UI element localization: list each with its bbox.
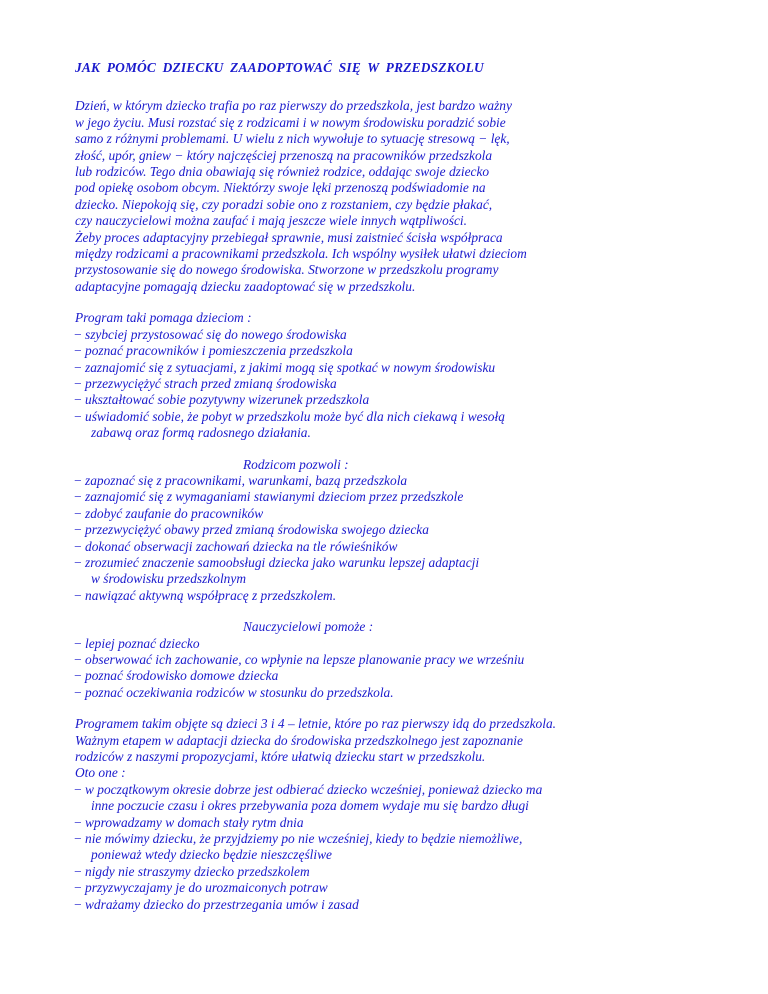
document-title: JAK POMÓC DZIECKU ZAADOPTOWAĆ SIĘ W PRZEDSZKOLU [75,60,484,75]
program-line: Ważnym etapem w adaptacji dziecka do środowiska przedszkolnego jest zapoznanie [75,732,523,748]
list-item: − poznać środowisko domowe dziecka [75,668,735,684]
program-line: Programem takim objęte są dzieci 3 i 4 – letnie, które po raz pierwszy idą do przedszkola. [75,716,557,732]
children-heading: Program taki pomaga dzieciom : [75,310,252,326]
list-item: − obserwować ich zachowanie, co wpłynie na lepsze planowanie pracy we wrześniu [75,652,735,668]
list-item: − zaznajomić się z sytuacjami, z jakimi mogą się spotkać w nowym środowisku [75,360,735,376]
list-item: − uświadomić sobie, że pobyt w przedszkolu może być dla nich ciekawą i wesołą zabawą oraz formą radosnego działania. [75,409,735,442]
intro-line: przystosowanie się do nowego środowiska. Stworzone w przedszkolu programy [75,262,499,278]
program-section [75,716,735,913]
list-item: − wdrażamy dziecko do przestrzegania umów i zasad [75,897,735,913]
teacher-section [75,619,735,701]
list-item: − poznać oczekiwania rodziców w stosunku do przedszkola. [75,685,735,701]
list-item: − zrozumieć znaczenie samoobsługi dziecka jako warunku lepszej adaptacji w środowisku przedszkolnym [75,555,735,588]
list-item: − przyzwyczajamy je do urozmaiconych potraw [75,880,735,896]
intro-line: w jego życiu. Musi rozstać się z rodzicami i w nowym środowisku poradzić sobie [75,114,506,130]
intro-paragraph [75,98,735,295]
children-section [75,310,735,441]
parents-list [75,473,735,604]
intro-line: pod opiekę osobom obcym. Niektórzy swoje lęki przenoszą podświadomie na [75,180,486,196]
list-item: − nigdy nie straszymy dziecko przedszkolem [75,864,735,880]
intro-line: Dzień, w którym dziecko trafia po raz pierwszy do przedszkola, jest bardzo ważny [75,98,512,114]
list-item: − nawiązać aktywną współpracę z przedszkolem. [75,588,735,604]
list-item: − nie mówimy dziecku, że przyjdziemy po nie wcześniej, kiedy to będzie niemożliwe, ponieważ wtedy dziecko będzie nieszczęśliwe [75,831,735,864]
list-item: − przezwyciężyć strach przed zmianą środowiska [75,376,735,392]
program-line: Oto one : [75,765,126,781]
teacher-heading: Nauczycielowi pomoże : [243,619,374,635]
list-item: − zdobyć zaufanie do pracowników [75,506,735,522]
list-item: − szybciej przystosować się do nowego środowiska [75,327,735,343]
parents-heading: Rodzicom pozwoli : [243,456,349,472]
list-item: − poznać pracowników i pomieszczenia przedszkola [75,343,735,359]
intro-line: złość, upór, gniew − który najczęściej przenoszą na pracowników przedszkola [75,147,493,163]
children-list [75,327,735,442]
list-item: − ukształtować sobie pozytywny wizerunek przedszkola [75,392,735,408]
parents-section [75,457,735,605]
list-item: − zapoznać się z pracownikami, warunkami, bazą przedszkola [75,473,735,489]
document-page [75,60,735,913]
intro-line: samo z różnymi problemami. U wielu z nich wywołuje to sytuację stresową − lęk, [75,131,510,147]
list-item: − przezwyciężyć obawy przed zmianą środowiska swojego dziecka [75,522,735,538]
list-item: − dokonać obserwacji zachowań dziecka na tle rówieśników [75,539,735,555]
intro-line: Żeby proces adaptacyjny przebiegał sprawnie, musi zaistnieć ścisła współpraca [75,229,503,245]
teacher-list [75,636,735,702]
list-item: − w początkowym okresie dobrze jest odbierać dziecko wcześniej, ponieważ dziecko ma inne poczucie czasu i okres przebywania poza domem wydaje mu się bardzo długi [75,782,735,815]
program-line: rodziców z naszymi propozycjami, które ułatwią dziecku start w przedszkolu. [75,749,486,765]
list-item: − wprowadzamy w domach stały rytm dnia [75,815,735,831]
list-item: − lepiej poznać dziecko [75,636,735,652]
list-item: − zaznajomić się z wymaganiami stawianymi dzieciom przez przedszkole [75,489,735,505]
tips-list [75,782,735,913]
intro-line: czy nauczycielowi można zaufać i mają jeszcze wiele innych wątpliwości. [75,213,467,229]
intro-line: adaptacyjne pomagają dziecku zaadoptować się w przedszkolu. [75,278,416,294]
intro-line: między rodzicami a pracownikami przedszkola. Ich wspólny wysiłek ułatwi dzieciom [75,246,527,262]
intro-line: lub rodziców. Tego dnia obawiają się również rodzice, oddając swoje dziecko [75,164,490,180]
intro-line: dziecko. Niepokoją się, czy poradzi sobie ono z rozstaniem, czy będzie płakać, [75,196,493,212]
